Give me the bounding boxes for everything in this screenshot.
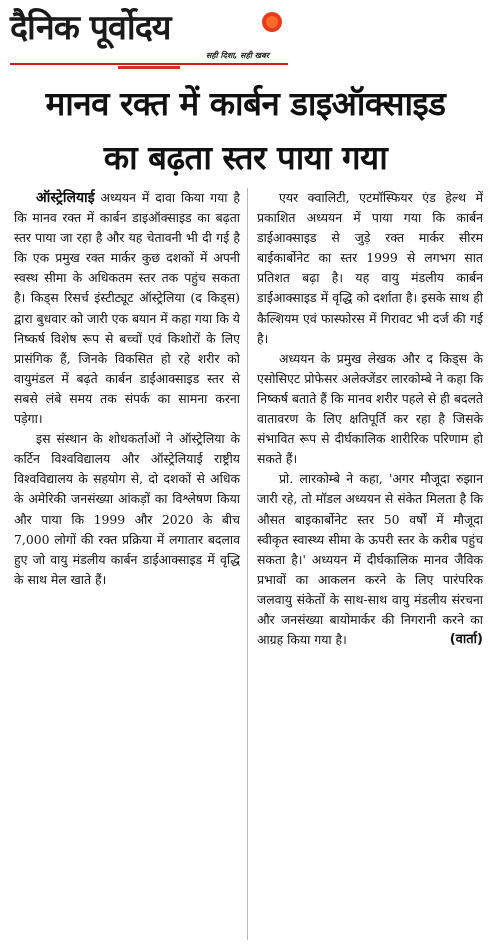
sun-logo-icon (262, 12, 282, 32)
paragraph-2: इस संस्थान के शोधकर्ताओं ने ऑस्ट्रेलिया के कर्टिन विश्वविद्यालय और ऑस्ट्रेलियाई राष्ट्रीय विश्वविद्यालय के सहयोग से, दो दशकों से अधिक के अमेरिकी जनसंख्या आंकड़ों का विश्लेषण किया और पाया कि 1999 और 2020 के बीच 7,000 लोगों की रक्त प्रक्रिया में लगातार बदलाव हुए जो वायु मंडलीय कार्बन डाईआक्साइड में वृद्धि के साथ मेल खाते हैं। (14, 431, 240, 587)
dateline: ऑस्ट्रेलियाई (36, 190, 95, 206)
column-divider (247, 188, 248, 940)
masthead-accent (118, 66, 180, 69)
paragraph-3: एयर क्वालिटी, एटमॉस्फियर एंड हेल्थ में प्रकाशित अध्ययन में पाया गया कि कार्बन डाईआक्साइड से जुड़े रक्त मार्कर सीरम बाईकार्बोनेट का स्तर 1999 से लगभग सात प्रतिशत बढ़ा है। यह वायु मंडलीय कार्बन डाईआक्साइड में वृद्धि को दर्शाता है। इसके साथ ही कैल्शियम एवं फास्फोरस में गिरावट भी दर्ज की गई है। (257, 190, 483, 346)
masthead (10, 6, 288, 74)
paragraph-1: अध्ययन में दावा किया गया है कि मानव रक्त में कार्बन डाइऑक्साइड का बढ़ता स्तर पाया जा रहा है और यह चेतावनी भी दी गई है कि एक प्रमुख रक्त मार्कर कुछ दशकों में अपनी स्वस्थ सीमा के अधिकतम स्तर तक पहुंच सकता है। किड्स रिसर्च इंस्टीट्यूट ऑस्ट्रेलिया (द किड्स) द्वारा बुधवार को जारी एक बयान में कहा गया कि ये निष्कर्ष विशेष रूप से बच्चों एवं किशोरों के लिए प्रासंगिक हैं, जिनके विकसित हो रहे शरीर को वायुमंडल में बढ़ते कार्बन डाईआक्साइड स्तर से सबसे लंबे समय तक संपर्क का सामना करना पड़ेगा। (14, 190, 240, 427)
source-credit: (वार्ता) (449, 632, 483, 648)
masthead-rule (10, 63, 288, 65)
paragraph-5: प्रो. लारकोम्बे ने कहा, 'अगर मौजूदा रुझान जारी रहे, तो मॉडल अध्ययन से संकेत मिलता है कि औसत बाइकार्बोनेट स्तर 50 वर्षों में मौजूदा स्वीकृत स्वास्थ्य सीमा के ऊपरी स्तर के करीब पहुंच सकता है।' अध्ययन में दीर्घकालिक मानव जैविक प्रभावों का आकलन करने के लिए पारंपरिक जलवायु संकेतों के साथ-साथ वायु मंडलीय संरचना और जनसंख्या बायोमार्कर की निगरानी करने का आग्रह किया गया है। (257, 471, 483, 648)
newspaper-logo: दैनिक पूर्वोदय (10, 8, 171, 48)
tagline: सही दिशा, सही खबर (206, 51, 270, 60)
headline-line-2: का बढ़ता स्तर पाया गया (103, 138, 388, 177)
article-column-left (14, 188, 240, 590)
paragraph-4: अध्ययन के प्रमुख लेखक और द किड्स के एसोसिएट प्रोफेसर अलेक्जेंडर लारकोम्बे ने कहा कि निष्कर्ष बताते हैं कि मानव शरीर पहले से ही बदलते वातावरण के लिए क्षतिपूर्ति कर रहा है जिसके संभावित रूप से दीर्घकालिक शारीरिक परिणाम हो सकते हैं। (257, 350, 483, 467)
headline-line-1: मानव रक्त में कार्बन डाइऑक्साइड (45, 84, 446, 123)
article-column-right (257, 188, 483, 650)
